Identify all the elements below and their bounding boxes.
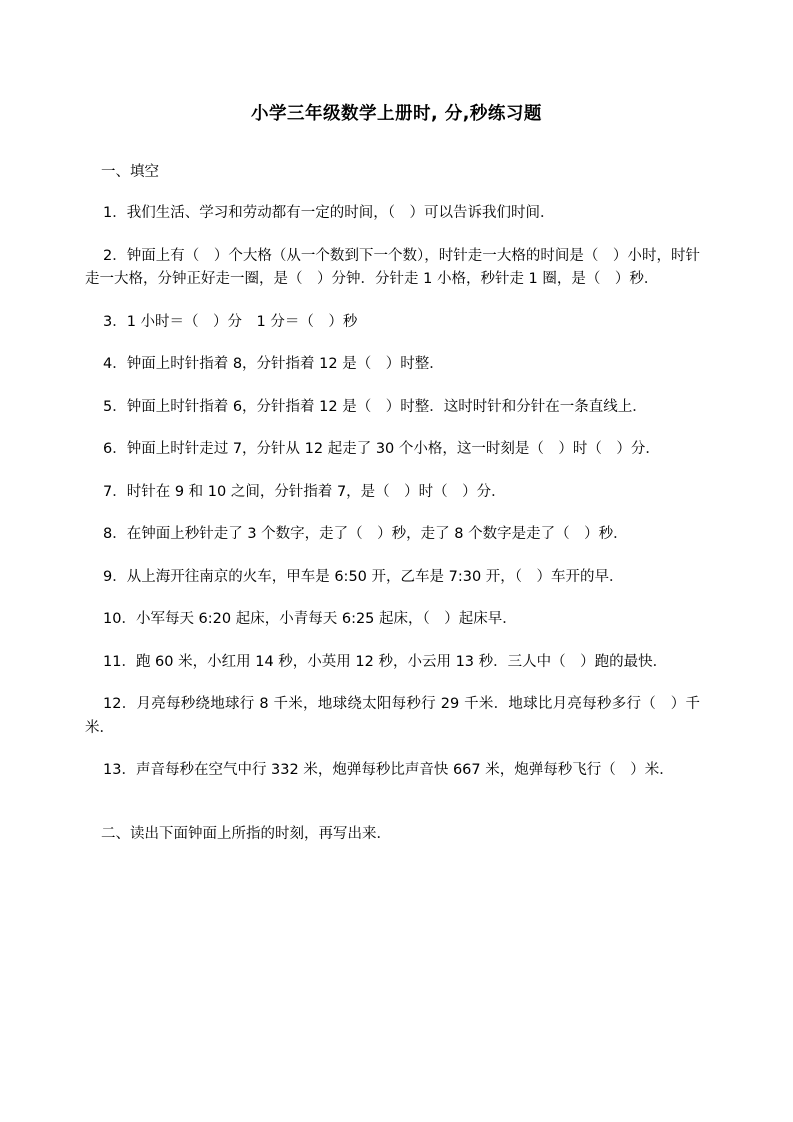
question-item: 7．时针在 9 和 10 之间，分针指着 7，是（ ）时（ ）分． <box>103 483 506 500</box>
question-item: 10．小军每天 6:20 起床，小青每天 6:25 起床，（ ）起床早． <box>103 611 517 628</box>
page-title: 小学三年级数学上册时, 分,秒练习题 <box>251 104 542 124</box>
question-item: 6．钟面上时针走过 7，分针从 12 起走了 30 个小格，这一时刻是（ ）时（ ）分． <box>103 441 660 458</box>
question-item: 12．月亮每秒绕地球行 8 千米，地球绕太阳每秒行 29 千米．地球比月亮每秒多行（ ）千米． <box>85 696 700 736</box>
question-item: 13．声音每秒在空气中行 332 米，炮弹每秒比声音快 667 米，炮弹每秒飞行（ ）米． <box>103 762 674 779</box>
question-item: 5．钟面上时针指着 6，分针指着 12 是（ ）时整．这时时针和分针在一条直线上． <box>103 398 647 415</box>
question-item: 4．钟面上时针指着 8，分针指着 12 是（ ）时整． <box>103 356 444 373</box>
document-body <box>0 161 793 845</box>
question-item: 3．1 小时＝（ ）分 1 分＝（ ）秒 <box>103 313 358 330</box>
question-item: 8．在钟面上秒针走了 3 个数字，走了（ ）秒，走了 8 个数字是走了（ ）秒． <box>103 526 628 543</box>
section-heading-fill-in-blank: 一、填空 <box>101 164 159 180</box>
question-item: 2．钟面上有（ ）个大格（从一个数到下一个数），时针走一大格的时间是（ ）小时，时针走一大格，分钟正好走一圈，是（ ）分钟．分针走 1 小格，秒针走 1 圈，是（ ）秒． <box>85 247 700 288</box>
question-item: 11．跑 60 米，小红用 14 秒，小英用 12 秒，小云用 13 秒．三人中（ ）跑的最快． <box>103 653 668 670</box>
section-heading-read-clock: 二、读出下面钟面上所指的时刻，再写出来． <box>101 825 391 842</box>
question-item: 9．从上海开往南京的火车，甲车是 6:50 开，乙车是 7:30 开，（ ）车开的早． <box>103 568 624 585</box>
question-item: 1．我们生活、学习和劳动都有一定的时间，（ ）可以告诉我们时间． <box>103 205 555 222</box>
